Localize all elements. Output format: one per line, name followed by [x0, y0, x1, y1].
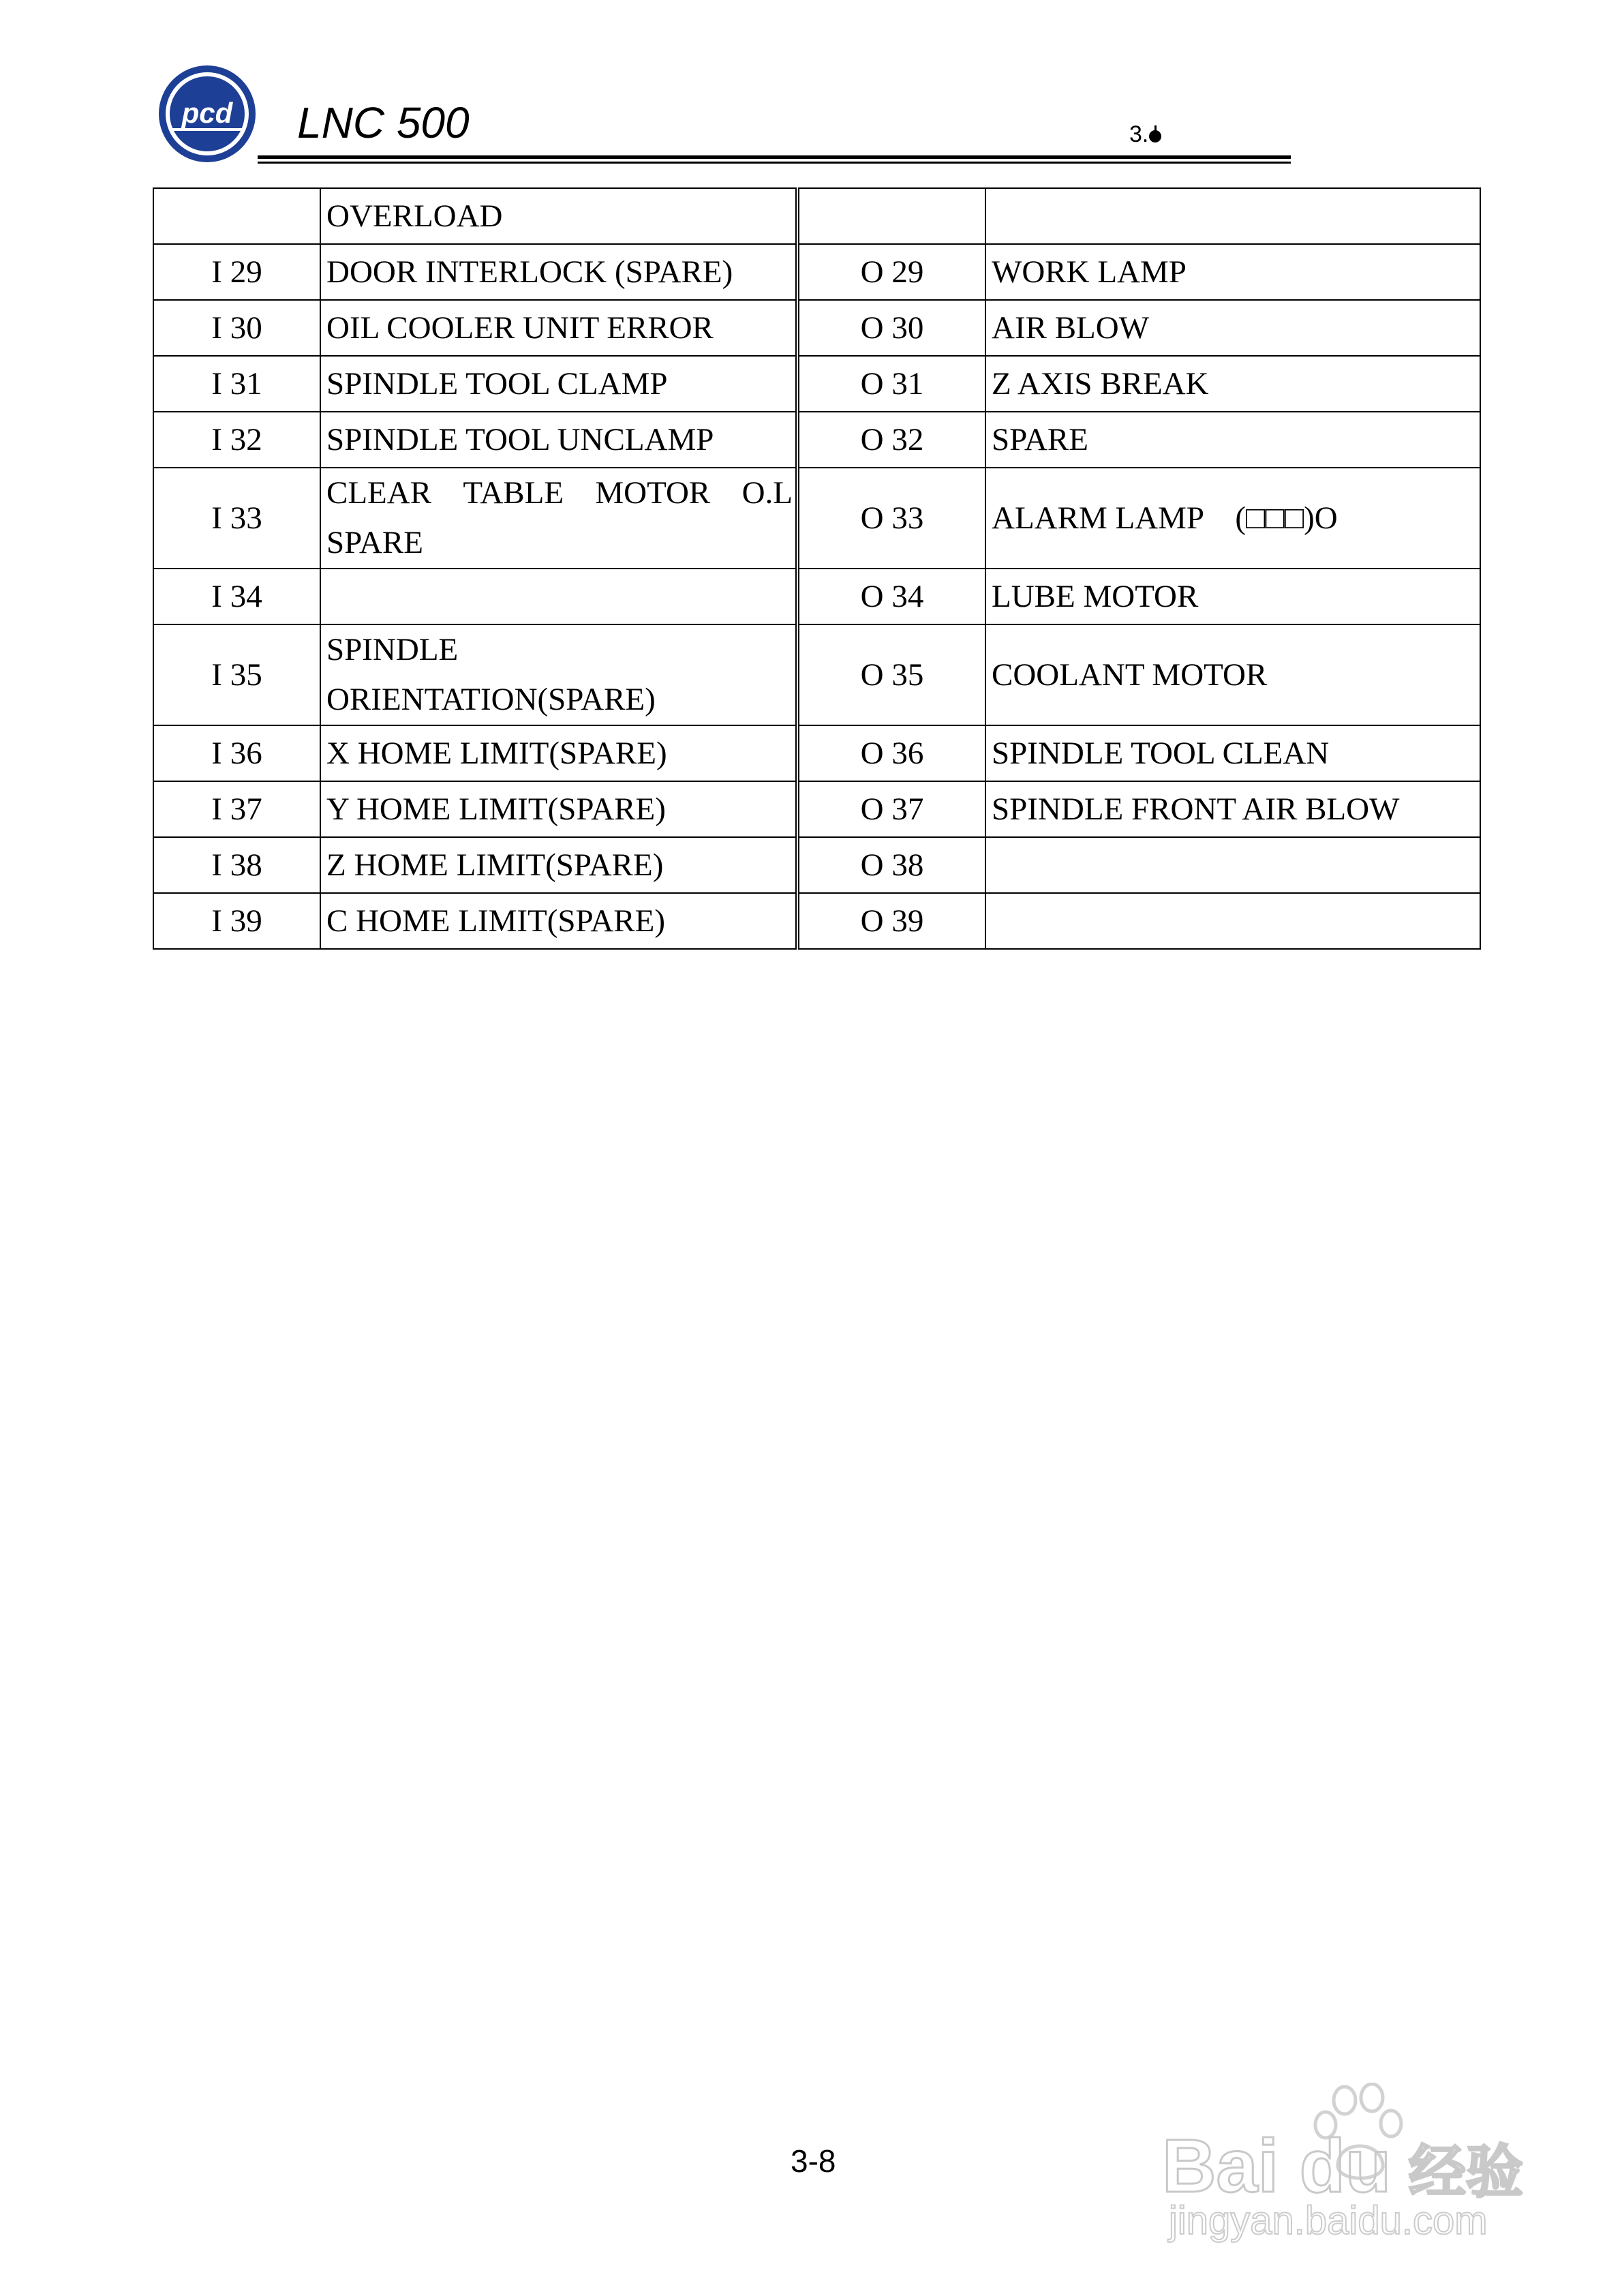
input-description-line1: SPINDLE — [326, 632, 459, 667]
output-number — [797, 188, 985, 244]
table-row — [153, 781, 1480, 837]
output-number: O 30 — [797, 300, 985, 356]
table-row — [153, 837, 1480, 893]
io-signal-table — [153, 187, 1481, 950]
table-row — [153, 468, 1480, 569]
input-description-line1 — [326, 468, 795, 518]
input-description: SPINDLE TOOL CLAMP — [320, 356, 797, 412]
desc-word: TABLE — [463, 475, 564, 511]
watermark-suffix: 经验 — [1409, 2139, 1524, 2205]
output-description: SPINDLE TOOL CLEAN — [985, 725, 1480, 781]
input-number: I 30 — [153, 300, 320, 356]
input-description-line2: SPARE — [326, 525, 423, 560]
table-row — [153, 300, 1480, 356]
output-description — [985, 893, 1480, 949]
header-rule-top — [258, 155, 1291, 159]
output-number: O 38 — [797, 837, 985, 893]
output-description: Z AXIS BREAK — [985, 356, 1480, 412]
output-number: O 39 — [797, 893, 985, 949]
output-description: AIR BLOW — [985, 300, 1480, 356]
input-number: I 37 — [153, 781, 320, 837]
input-description — [320, 468, 797, 569]
output-number: O 31 — [797, 356, 985, 412]
table-row — [153, 725, 1480, 781]
input-number: I 38 — [153, 837, 320, 893]
input-description: DOOR INTERLOCK (SPARE) — [320, 244, 797, 300]
input-description: C HOME LIMIT(SPARE) — [320, 893, 797, 949]
output-number: O 36 — [797, 725, 985, 781]
company-logo — [157, 64, 257, 164]
header-rule-bottom — [258, 162, 1291, 164]
watermark-brand: Bai du — [1162, 2124, 1392, 2208]
output-description: SPARE — [985, 412, 1480, 468]
page-number: 3-8 — [791, 2143, 836, 2179]
input-number: I 39 — [153, 893, 320, 949]
section-glyph-icon — [1148, 124, 1163, 145]
input-number: I 33 — [153, 468, 320, 569]
input-description-line2: ORIENTATION(SPARE) — [326, 682, 656, 717]
desc-word: O.L — [741, 475, 793, 511]
input-description: SPINDLE TOOL UNCLAMP — [320, 412, 797, 468]
input-number: I 31 — [153, 356, 320, 412]
table-row — [153, 624, 1480, 725]
output-description — [985, 188, 1480, 244]
output-number: O 34 — [797, 569, 985, 624]
logo-text: pcd — [181, 97, 233, 129]
table-row — [153, 412, 1480, 468]
table-row — [153, 893, 1480, 949]
input-number: I 34 — [153, 569, 320, 624]
output-number: O 29 — [797, 244, 985, 300]
output-description: ALARM LAMP (□□□)O — [985, 468, 1480, 569]
output-number: O 33 — [797, 468, 985, 569]
table-row — [153, 569, 1480, 624]
watermark-url: jingyan.baidu.com — [1169, 2199, 1488, 2243]
output-description: SPINDLE FRONT AIR BLOW — [985, 781, 1480, 837]
baidu-watermark — [1155, 2083, 1537, 2246]
input-description: Y HOME LIMIT(SPARE) — [320, 781, 797, 837]
output-description: COOLANT MOTOR — [985, 624, 1480, 725]
desc-word: CLEAR — [326, 475, 432, 511]
table-row — [153, 244, 1480, 300]
logo-badge — [157, 64, 257, 164]
output-number: O 32 — [797, 412, 985, 468]
input-number: I 35 — [153, 624, 320, 725]
input-description — [320, 569, 797, 624]
desc-word: MOTOR — [595, 475, 711, 511]
input-description: OIL COOLER UNIT ERROR — [320, 300, 797, 356]
input-number — [153, 188, 320, 244]
output-number: O 35 — [797, 624, 985, 725]
input-description: OVERLOAD — [320, 188, 797, 244]
document-title: LNC 500 — [297, 98, 470, 147]
input-number: I 36 — [153, 725, 320, 781]
input-description: X HOME LIMIT(SPARE) — [320, 725, 797, 781]
section-number: 3. — [1129, 121, 1149, 147]
input-number: I 29 — [153, 244, 320, 300]
watermark-graphic — [1155, 2083, 1537, 2246]
output-description: LUBE MOTOR — [985, 569, 1480, 624]
table-row — [153, 356, 1480, 412]
output-description: WORK LAMP — [985, 244, 1480, 300]
output-description — [985, 837, 1480, 893]
input-description: Z HOME LIMIT(SPARE) — [320, 837, 797, 893]
table-row — [153, 188, 1480, 244]
section-reference — [1129, 123, 1163, 146]
input-description — [320, 624, 797, 725]
output-number: O 37 — [797, 781, 985, 837]
input-number: I 32 — [153, 412, 320, 468]
